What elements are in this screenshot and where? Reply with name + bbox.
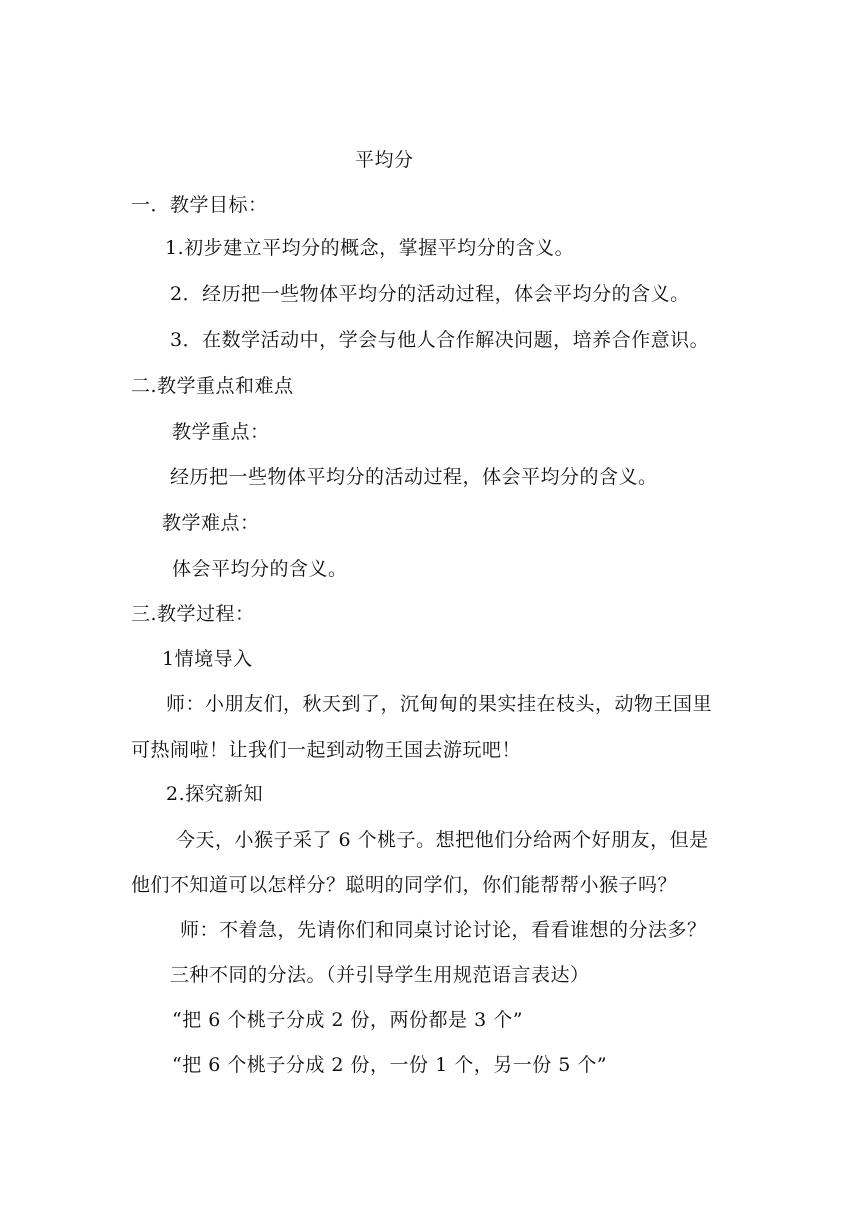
section-heading-key-points: 二.教学重点和难点: [131, 375, 294, 397]
goal-item-3: 3．在数学活动中，学会与他人合作解决问题，培养合作意识。: [170, 329, 710, 351]
quote-line-1: “把 6 个桃子分成 2 份，两份都是 3 个”: [172, 1009, 523, 1031]
goal-item-1: 1.初步建立平均分的概念，掌握平均分的含义。: [165, 237, 575, 259]
quote-line-2: “把 6 个桃子分成 2 份，一份 1 个，另一份 5 个”: [172, 1054, 608, 1076]
difficulty-label: 教学难点：: [162, 512, 260, 534]
step2-paragraph-line1: 今天，小猴子采了 6 个桃子。想把他们分给两个好朋友，但是: [176, 829, 709, 851]
goal-item-2: 2．经历把一些物体平均分的活动过程，体会平均分的含义。: [170, 283, 690, 305]
section-heading-goals: 一．教学目标：: [131, 194, 268, 216]
step2-heading: 2.探究新知: [166, 783, 264, 805]
difficulty-text: 体会平均分的含义。: [172, 558, 348, 580]
step1-paragraph-line1: 师：小朋友们，秋天到了，沉甸甸的果实挂在枝头，动物王国里: [166, 693, 713, 715]
step2-methods: 三种不同的分法。（并引导学生用规范语言表达）: [170, 964, 590, 986]
step1-paragraph-line2: 可热闹啦！让我们一起到动物王国去游玩吧！: [131, 739, 522, 761]
document-title: 平均分: [355, 149, 414, 171]
step2-teacher-prompt: 师：不着急，先请你们和同桌讨论讨论，看看谁想的分法多？: [180, 919, 707, 941]
step1-heading: 1情境导入: [162, 648, 253, 670]
key-point-label: 教学重点：: [172, 421, 270, 443]
step2-paragraph-line2: 他们不知道可以怎样分？聪明的同学们，你们能帮帮小猴子吗？: [131, 874, 678, 896]
section-heading-process: 三.教学过程：: [131, 603, 255, 625]
key-point-text: 经历把一些物体平均分的活动过程，体会平均分的含义。: [170, 466, 658, 488]
